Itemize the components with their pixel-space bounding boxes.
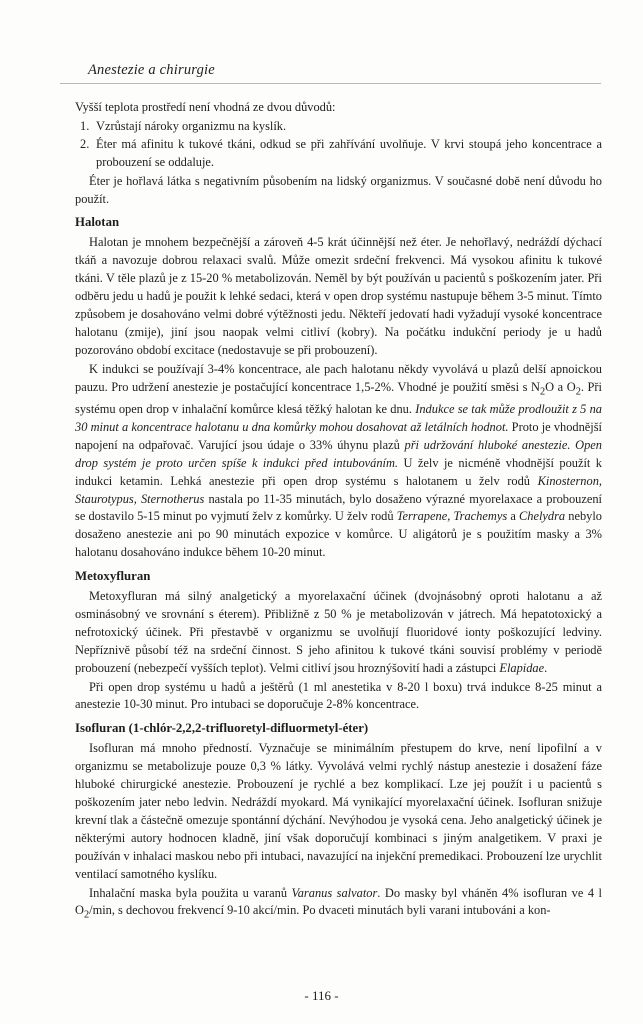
text-run: . Při systému open drop v inhalační komůrce klesá těžký halotan ke dnu. bbox=[75, 379, 602, 416]
halotan-paragraph-1: Halotan je mnohem bezpečnější a zároveň 4-5 krát účinnější než éter. Je nehořlavý, nedráždí dýchací tkáň a navozuje dobrou relaxaci svalů. Může omezit srdeční frekvenci. Má vysokou afinitu k tukové tkáni. V těle plazů je z 15-20 % metabolizován. Neměl by být používán u pacientů s poškozením jater. Při odběru jedu u hadů je použit k lehké sedaci, která v open drop systému nastupuje během 3-5 minut. Tímto způsobem je dosahováno velmi dobré výtěžnosti jedu. Někteří jedovatí hadi vyžadují vysoké koncentrace halotanu (zmije), jiní jsou naopak velmi citliví (kobry). Na počátku indukční periody je u hadů pozorováno období excitace (nedostavuje se při probouzení). bbox=[75, 235, 602, 357]
intro-closing: Éter je hořlavá látka s negativním působením na lidský organizmus. V současné době není důvodu ho použít. bbox=[75, 173, 602, 206]
text-run: U želv je nicméně vhodnější použít k indukci ketamin. Lehká anestezie při open drop systému s halotanem u želv rodů bbox=[75, 455, 603, 488]
text-run: K indukci se používají 3-4% koncentrace, ale pach halotanu někdy vyvolává u plazů delší apnoickou pauzu. Pro udržení anestezie je postačující koncentrace 1,5-2%. Vhodné je použití směsi s N bbox=[75, 361, 602, 394]
reasons-list bbox=[75, 118, 602, 172]
species-name: Varanus salvator bbox=[291, 885, 378, 900]
italic-run: při udržování hluboké anestezie. Open drop systém je proto určen spíše k indukci před intubováním. bbox=[75, 437, 602, 470]
subscript: 2 bbox=[539, 386, 546, 398]
text-run: Inhalační maska byla použita u varanů bbox=[89, 885, 292, 900]
list-number: 2. bbox=[80, 136, 90, 151]
genus-names: Terrapene, Trachemys bbox=[396, 509, 508, 524]
text-run: /min, s dechovou frekvencí 9-10 akcí/min. Po dvaceti minutách byli varani intubováni a kon- bbox=[89, 903, 551, 918]
page-content bbox=[75, 99, 602, 926]
section-heading-isofluran: Isofluran (1-chlór-2,2,2-trifluoretyl-difluormetyl-éter) bbox=[75, 721, 369, 736]
italic-run: Indukce se tak může prodloužit z 5 na 30 minut a koncentrace halotanu u dna komůrky mohou dosahovat až letálních hodnot. bbox=[75, 401, 602, 434]
running-header: Anestezie a chirurgie bbox=[88, 62, 215, 78]
text-run: nebylo dosaženo anestezie ani po 90 minutách expozice v komůrce. U aligátorů je s použitím masky a 3% halotanu dosahováno indukce během 10-20 minut. bbox=[75, 509, 602, 560]
metoxyfluran-paragraph-1 bbox=[75, 588, 602, 678]
text-run: a bbox=[507, 509, 519, 524]
taxon-name: Elapidae bbox=[499, 660, 545, 675]
page-number: - 116 - bbox=[304, 988, 339, 1003]
section-heading-metoxyfluran: Metoxyfluran bbox=[75, 569, 151, 584]
isofluran-paragraph-1: Isofluran má mnoho předností. Vyznačuje se minimálním přestupem do krve, není lipofilní a v organizmu se metabolizuje pouze 0,3 % látky. Vyvolává velmi rychlý nástup anestezie i dosažení fáze hluboké chirurgické anestezie. Probouzení je rychlé a bez komplikací. Lze jej použít i u pacientů s poškozením jater nebo ledvin. Nedráždí myokard. Má vynikající myorelaxační účinek. Isofluran snižuje krevní tlak a částečně omezuje spontánní dýchání. Nevýhodou je vysoká cena. Jeho analgetický účinek je některými autory hodnocen kladně, jiní však doporučují kombinaci s jiným analgetikem. V praxi je používán v inhalaci maskou nebo při intubaci, navazující na injekční premedikaci. Probouzení lze urychlit ventilací samotného kyslíku. bbox=[75, 741, 602, 881]
text-run: Metoxyfluran má silný analgetický a myorelaxační účinek (dvojnásobný oproti halotanu a až osminásobný ve srovnání s éterem). Přibližně z 50 % je metabolizován v játrech. Má hepatotoxický a nefrotoxický účinek. Při přestavbě v organizmu se uvolňují fluoridové ionty poškozující ledviny. Nepříznivě působí též na srdeční činnost. S jeho afinitou k tukové tkáni souvisí problémy v periodě probouzení (nebezpečí vyšších teplot). Velmi citliví jsou hroznýšovití hadi a zástupci bbox=[75, 589, 602, 675]
text-run: . bbox=[544, 660, 548, 675]
list-item bbox=[75, 118, 602, 136]
list-number: 1. bbox=[80, 118, 90, 133]
header-rule bbox=[60, 83, 601, 84]
text-run: Proto je vhodnější napojení na odpařovač. Varující jsou údaje o 33% úhynu plazů bbox=[75, 419, 602, 452]
genus-names: Kinosternon, Staurotypus, Sternotherus bbox=[75, 473, 602, 506]
list-text: Éter má afinitu k tukové tkáni, odkud se při zahřívání uvolňuje. V krvi stoupá jeho koncentrace a probouzení se oddaluje. bbox=[96, 136, 602, 169]
list-item bbox=[75, 136, 602, 172]
halotan-paragraph-2 bbox=[75, 361, 602, 562]
subscript: 2 bbox=[83, 909, 90, 921]
list-text: Vzrůstají nároky organizmu na kyslík. bbox=[96, 118, 287, 133]
text-run: . Do masky byl vháněn 4% isofluran ve 4 l O bbox=[75, 885, 602, 918]
section-heading-halotan: Halotan bbox=[75, 215, 120, 230]
isofluran-paragraph-2 bbox=[75, 885, 602, 925]
text-run: O a O bbox=[545, 379, 576, 394]
subscript: 2 bbox=[575, 386, 581, 398]
intro-lead: Vyšší teplota prostředí není vhodná ze dvou důvodů: bbox=[75, 100, 336, 114]
genus-names: Chelydra bbox=[518, 509, 566, 524]
metoxyfluran-paragraph-2: Při open drop systému u hadů a ještěrů (1 ml anestetika v 8-20 l boxu) trvá indukce 8-25 minut a anestezie 10-30 minut. Pro intubaci se doporučuje 2-8% koncentrace. bbox=[75, 679, 602, 712]
text-run: nastala po 11-35 minutách, bylo dosaženo výrazné myorelaxace a probouzení se dostavilo 5-15 minut po vyjmutí želv z komůrky. U želv rodů bbox=[75, 491, 603, 524]
